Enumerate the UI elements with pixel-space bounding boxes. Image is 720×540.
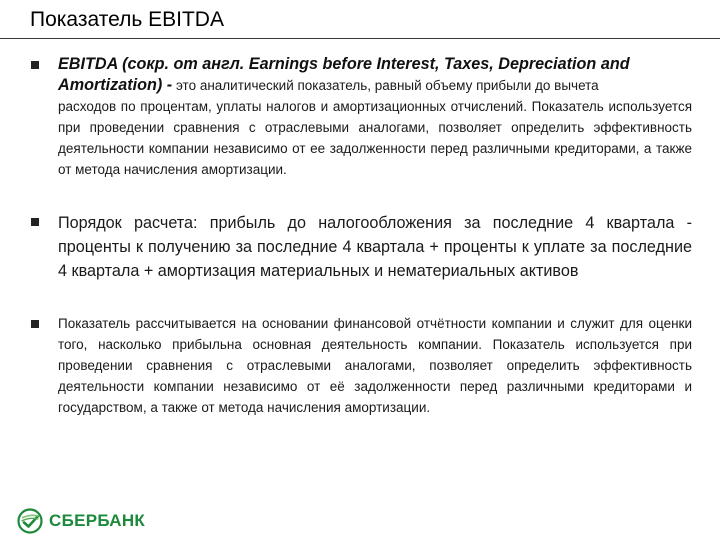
- definition-heading: EBITDA (сокр. от англ. Earnings before Interest, Taxes, Depreciation and: [58, 55, 630, 73]
- logo-text: СБЕРБАНК: [49, 511, 146, 530]
- slide-title: Показатель EBITDA: [30, 8, 224, 31]
- bullet-marker-icon: [31, 218, 39, 226]
- definition-term: Amortization) -: [58, 76, 173, 94]
- bullet-item-calculation: Порядок расчета: прибыль до налогообложения за последние 4 квартала - проценты к получению за последние 4 квартала + проценты к уплате за последние 4 квартала + амортизация материальных и нематериальных активов: [58, 214, 692, 280]
- sberbank-logo: [17, 507, 145, 535]
- bullet-item-usage: Показатель рассчитывается на основании финансовой отчётности компании и служит для оценки того, насколько прибыльна основная деятельность компании. Показатель используется при проведении сравнения с отраслевыми аналогами, позволяет определить эффективность деятельности компании независимо от её задолженности перед различными кредиторами и государством, а также от метода начисления амортизации.: [58, 316, 692, 415]
- sberbank-logo-mark-icon: [17, 508, 43, 534]
- definition-first-line: [58, 75, 692, 96]
- title-divider: [0, 38, 720, 39]
- bullet-marker-icon: [31, 61, 39, 69]
- definition-start: это аналитический показатель, равный объему прибыли до вычета: [172, 78, 599, 93]
- bullet-marker-icon: [31, 320, 39, 328]
- definition-body: расходов по процентам, уплаты налогов и амортизационных отчислений. Показатель используется при проведении сравнения с отраслевыми аналогами, позволяет определить эффективность деятельности компании независимо от ее задолженности перед различными кредиторами, а также от метода начисления амортизации.: [58, 99, 692, 177]
- bullet-item-definition: [58, 54, 692, 180]
